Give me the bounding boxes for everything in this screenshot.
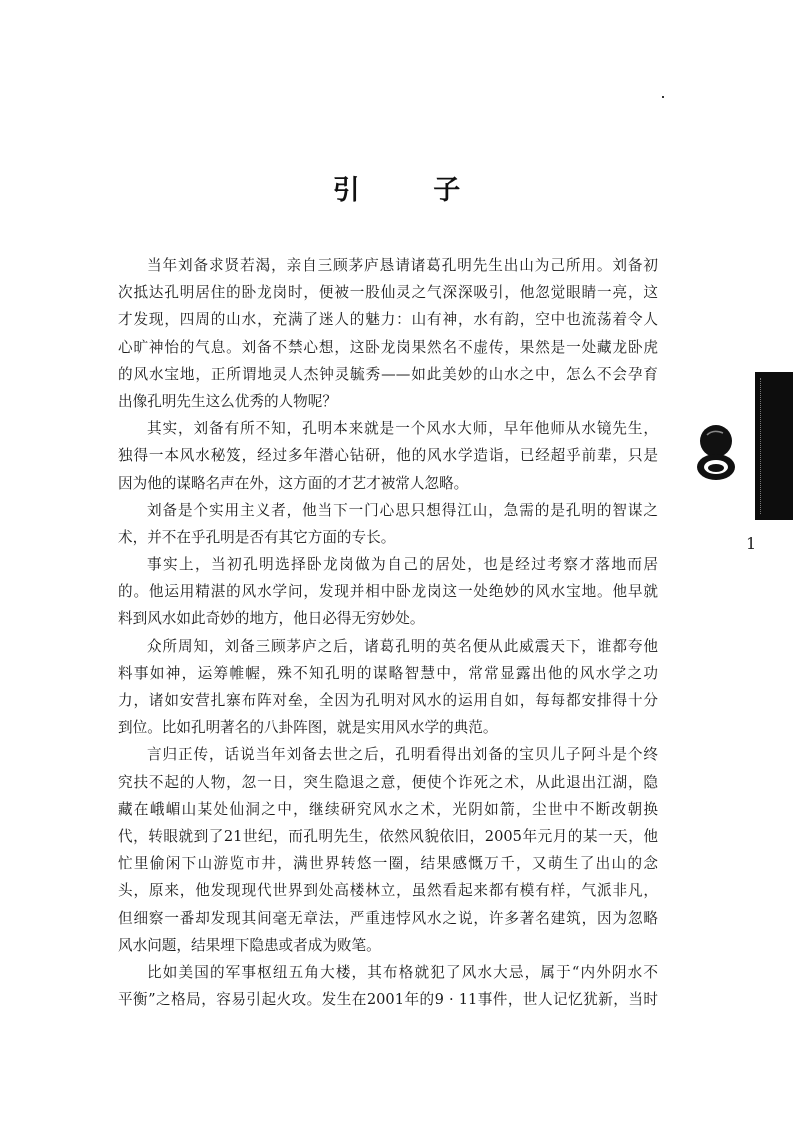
- text-line: 独得一本风水秘笈，经过多年潜心钻研，他的风水学造诣，已经超乎前辈，只是: [118, 447, 658, 465]
- text-line: 其实，刘备有所不知，孔明本来就是一个风水大师，早年他师从水镜先生，: [147, 420, 658, 438]
- paragraph: [118, 551, 658, 633]
- text-line: 术，并不在乎孔明是否有其它方面的专长。: [118, 528, 396, 546]
- paragraph: [118, 959, 658, 1013]
- paragraph: [118, 741, 658, 959]
- text-line: 力，诸如安营扎寨布阵对垒，全因为孔明对风水的运用自如，每每都安排得十分: [118, 692, 658, 709]
- paragraph: [118, 415, 658, 497]
- text-line: 藏在峨嵋山某处仙洞之中，继续研究风水之术，光阴如箭，尘世中不断改朝换: [118, 800, 658, 818]
- chapter-title: 引 子: [332, 175, 493, 207]
- text-line: 的风水宝地，正所谓地灵人杰钟灵毓秀——如此美妙的山水之中，怎么不会孕育: [118, 365, 658, 383]
- text-line: 代，转眼就到了21世纪，而孔明先生，依然风貌依旧，2005年元月的某一天，他: [118, 827, 658, 845]
- text-line: 心旷神怡的气息。刘备不禁心想，这卧龙岗果然名不虚传，果然是一处藏龙卧虎: [118, 338, 658, 356]
- tab-edge-texture: [760, 378, 765, 514]
- text-line: 的。他运用精湛的风水学问，发现并相中卧龙岗这一处绝妙的风水宝地。他早就: [118, 583, 658, 601]
- text-line: 到位。比如孔明著名的八卦阵图，就是实用风水学的典范。: [118, 719, 498, 737]
- text-line: 当年刘备求贤若渴，亲自三顾茅庐恳请诸葛孔明先生出山为己所用。刘备初: [147, 257, 658, 274]
- text-line: 平衡”之格局，容易引起火攻。发生在2001年的9 · 11事件，世人记忆犹新，当时: [118, 991, 658, 1009]
- text-line: 头，原来，他发现现代世界到处高楼林立，虽然看起来都有模有样，气派非凡，: [118, 882, 658, 900]
- text-line: 但细察一番却发现其间毫无章法，严重违悖风水之说，许多著名建筑，因为忽略: [118, 909, 658, 927]
- text-line: 次抵达孔明居住的卧龙岗时，便被一股仙灵之气深深吸引，他忽觉眼睛一亮，这: [118, 284, 658, 302]
- text-line: 出像孔明先生这么优秀的人物呢？: [118, 392, 337, 410]
- body-text: [118, 252, 658, 1013]
- text-line: 风水问题，结果埋下隐患或者成为败笔。: [118, 936, 381, 954]
- text-line: 究扶不起的人物，忽一日，突生隐退之意，便使个诈死之术，从此退出江湖，隐: [118, 773, 658, 791]
- page-number: 1: [746, 534, 757, 553]
- paragraph: [118, 252, 658, 415]
- text-line: 众所周知，刘备三顾茅庐之后，诸葛孔明的英名便从此威震天下，谁都夸他: [147, 637, 658, 655]
- text-line: 料事如神，运筹帷幄，殊不知孔明的谋略智慧中，常常显露出他的风水学之功: [118, 664, 658, 682]
- text-line: 因为他的谋略名声在外，这方面的才艺才被常人忽略。: [118, 474, 469, 492]
- text-line: 比如美国的军事枢纽五角大楼，其布格就犯了风水大忌，属于“内外阴水不: [147, 963, 658, 981]
- text-line: 刘备是个实用主义者，他当下一门心思只想得江山，急需的是孔明的智谋之: [147, 501, 658, 519]
- text-line: 事实上，当初孔明选择卧龙岗做为自己的居处，也是经过考察才落地而居: [147, 556, 658, 574]
- paragraph: [118, 633, 658, 742]
- text-line: 料到风水如此奇妙的地方，他日必得无穷妙处。: [118, 610, 425, 628]
- text-line: 忙里偷闲下山游览市井，满世界转悠一圈，结果感慨万千，又萌生了出山的念: [118, 855, 658, 873]
- chapter-emblem-icon: [693, 423, 739, 483]
- scan-speck: [662, 96, 664, 98]
- paragraph: [118, 497, 658, 551]
- text-line: 言归正传，话说当年刘备去世之后，孔明看得出刘备的宝贝儿子阿斗是个终: [147, 746, 658, 764]
- text-line: 才发现，四周的山水，充满了迷人的魅力：山有神，水有韵，空中也流荡着令人: [118, 311, 658, 329]
